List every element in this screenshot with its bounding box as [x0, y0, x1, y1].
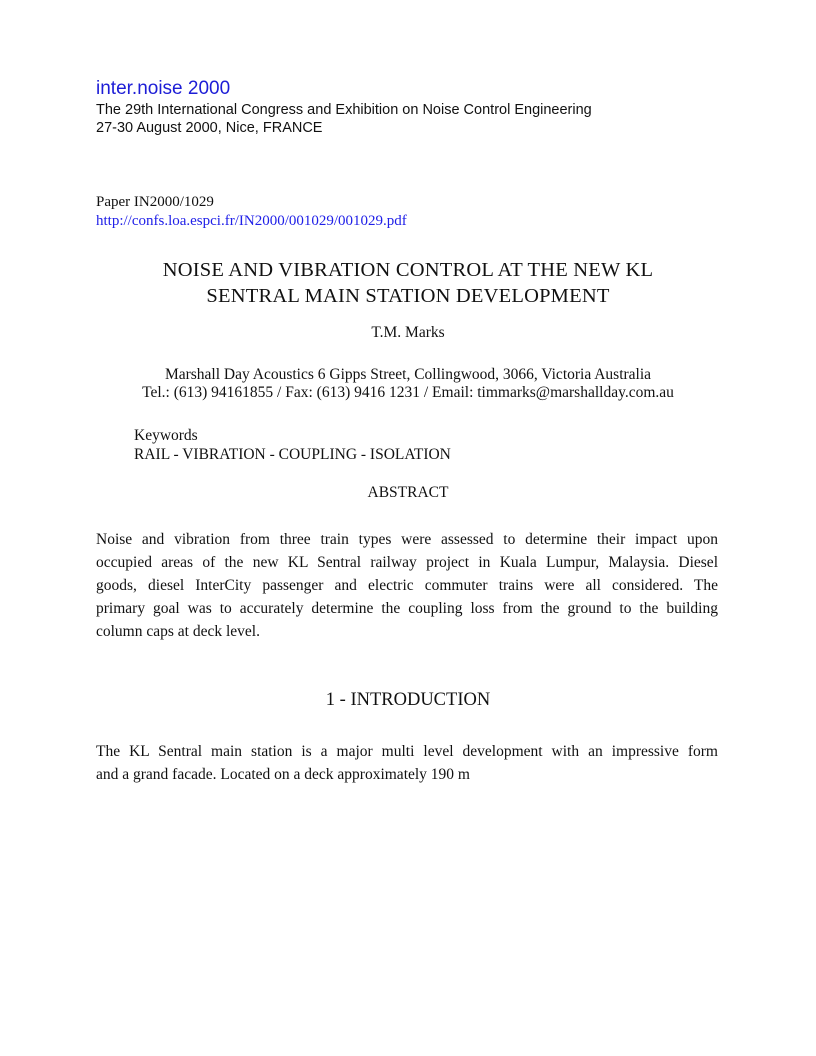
introduction-line: and a grand facade. Located on a deck approximately 190 m: [96, 766, 470, 783]
introduction-heading: 1 - INTRODUCTION: [325, 690, 491, 710]
title-line: SENTRAL MAIN STATION DEVELOPMENT: [206, 285, 610, 307]
introduction-line: The KL Sentral main station is a major multi level development with an impressive form: [96, 743, 718, 760]
keywords-list: RAIL - VIBRATION - COUPLING - ISOLATION: [134, 446, 451, 463]
abstract-line: goods, diesel InterCity passenger and electric commuter trains were all considered. The: [96, 577, 718, 594]
abstract-heading: ABSTRACT: [367, 484, 449, 501]
keywords-label: Keywords: [134, 427, 198, 444]
paper-url-link[interactable]: http://confs.loa.espci.fr/IN2000/001029/001029.pdf: [96, 213, 407, 229]
author-name: T.M. Marks: [371, 324, 445, 341]
conference-name: inter.noise 2000: [96, 78, 231, 99]
affiliation-contact: Tel.: (613) 94161855 / Fax: (613) 9416 1231 / Email: timmarks@marshallday.com.au: [142, 384, 674, 401]
abstract-line: primary goal was to accurately determine the coupling loss from the ground to the building: [96, 600, 718, 617]
abstract-line: Noise and vibration from three train types were assessed to determine their impact upon: [96, 531, 718, 548]
abstract-line: column caps at deck level.: [96, 623, 260, 640]
title-line: NOISE AND VIBRATION CONTROL AT THE NEW KL: [162, 259, 654, 281]
affiliation-address: Marshall Day Acoustics 6 Gipps Street, Collingwood, 3066, Victoria Australia: [164, 366, 652, 383]
conference-date: 27-30 August 2000, Nice, FRANCE: [96, 120, 323, 136]
conference-full-title: The 29th International Congress and Exhibition on Noise Control Engineering: [96, 102, 592, 118]
abstract-line: occupied areas of the new KL Sentral railway project in Kuala Lumpur, Malaysia. Diesel: [96, 554, 718, 571]
paper-id: Paper IN2000/1029: [96, 194, 214, 210]
